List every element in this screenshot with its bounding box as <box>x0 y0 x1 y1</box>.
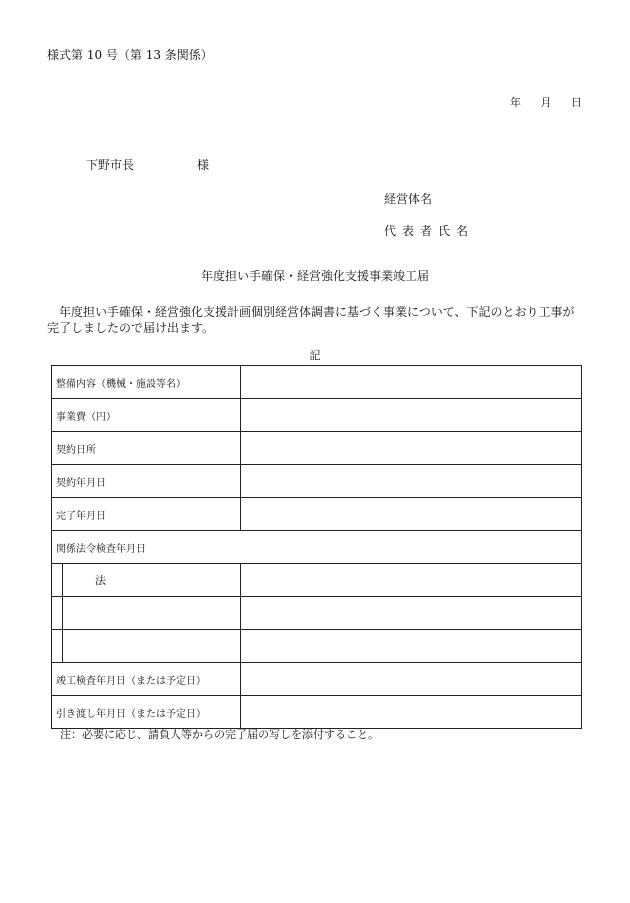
representative-name-label: 代表者氏名 <box>384 224 475 238</box>
form-number: 様式第 10 号（第 13 条関係） <box>47 48 213 62</box>
body-text: 年度担い手確保・経営強化支援計画個別経営体調書に基づく事業について、下記のとおり工事が完了しましたので届け出ます。 <box>47 305 575 335</box>
law-subrow-blank <box>52 630 241 663</box>
table-row <box>52 564 582 597</box>
addressee-name: 下野市長 <box>86 158 135 172</box>
value-cell-contract-place[interactable] <box>241 432 582 465</box>
row-label: 関係法令検査年月日 <box>52 531 582 564</box>
row-label: 整備内容（機械・施設等名） <box>52 366 241 399</box>
table-row <box>52 696 582 729</box>
row-label: 事業費（円） <box>52 399 241 432</box>
law-sub-label: 法 <box>95 574 106 587</box>
footnote: 注：必要に応じ、請負人等からの完了届の写しを添付すること。 <box>60 728 379 741</box>
table-row <box>52 498 582 531</box>
details-table <box>51 365 582 729</box>
value-cell-equipment[interactable] <box>241 366 582 399</box>
value-cell-inspection-date[interactable] <box>241 663 582 696</box>
value-cell-law-1[interactable] <box>241 564 582 597</box>
table-row <box>52 432 582 465</box>
value-cell-contract-date[interactable] <box>241 465 582 498</box>
law-subrow-label <box>52 564 241 597</box>
table-row <box>52 366 582 399</box>
row-label: 契約年月日 <box>52 465 241 498</box>
value-cell-law-2[interactable] <box>241 597 582 630</box>
table-row <box>52 597 582 630</box>
row-label: 引き渡し年月日（または予定日） <box>52 696 241 729</box>
value-cell-law-3[interactable] <box>241 630 582 663</box>
document-title: 年度担い手確保・経営強化支援事業竣工届 <box>200 269 429 283</box>
value-cell-cost[interactable] <box>241 399 582 432</box>
law-subrow-blank <box>52 597 241 630</box>
row-label: 完了年月日 <box>52 498 241 531</box>
table-row <box>52 399 582 432</box>
table-row <box>52 663 582 696</box>
ki-label: 記 <box>309 349 321 362</box>
value-cell-handover-date[interactable] <box>241 696 582 729</box>
org-name-label: 経営体名 <box>384 192 433 206</box>
table-row <box>52 465 582 498</box>
date-line: 年 月 日 <box>510 96 582 109</box>
table-row <box>52 531 582 564</box>
addressee-honorific: 様 <box>197 158 210 172</box>
value-cell-completion-date[interactable] <box>241 498 582 531</box>
table-row <box>52 630 582 663</box>
row-label: 竣工検査年月日（または予定日） <box>52 663 241 696</box>
row-label: 契約日所 <box>52 432 241 465</box>
